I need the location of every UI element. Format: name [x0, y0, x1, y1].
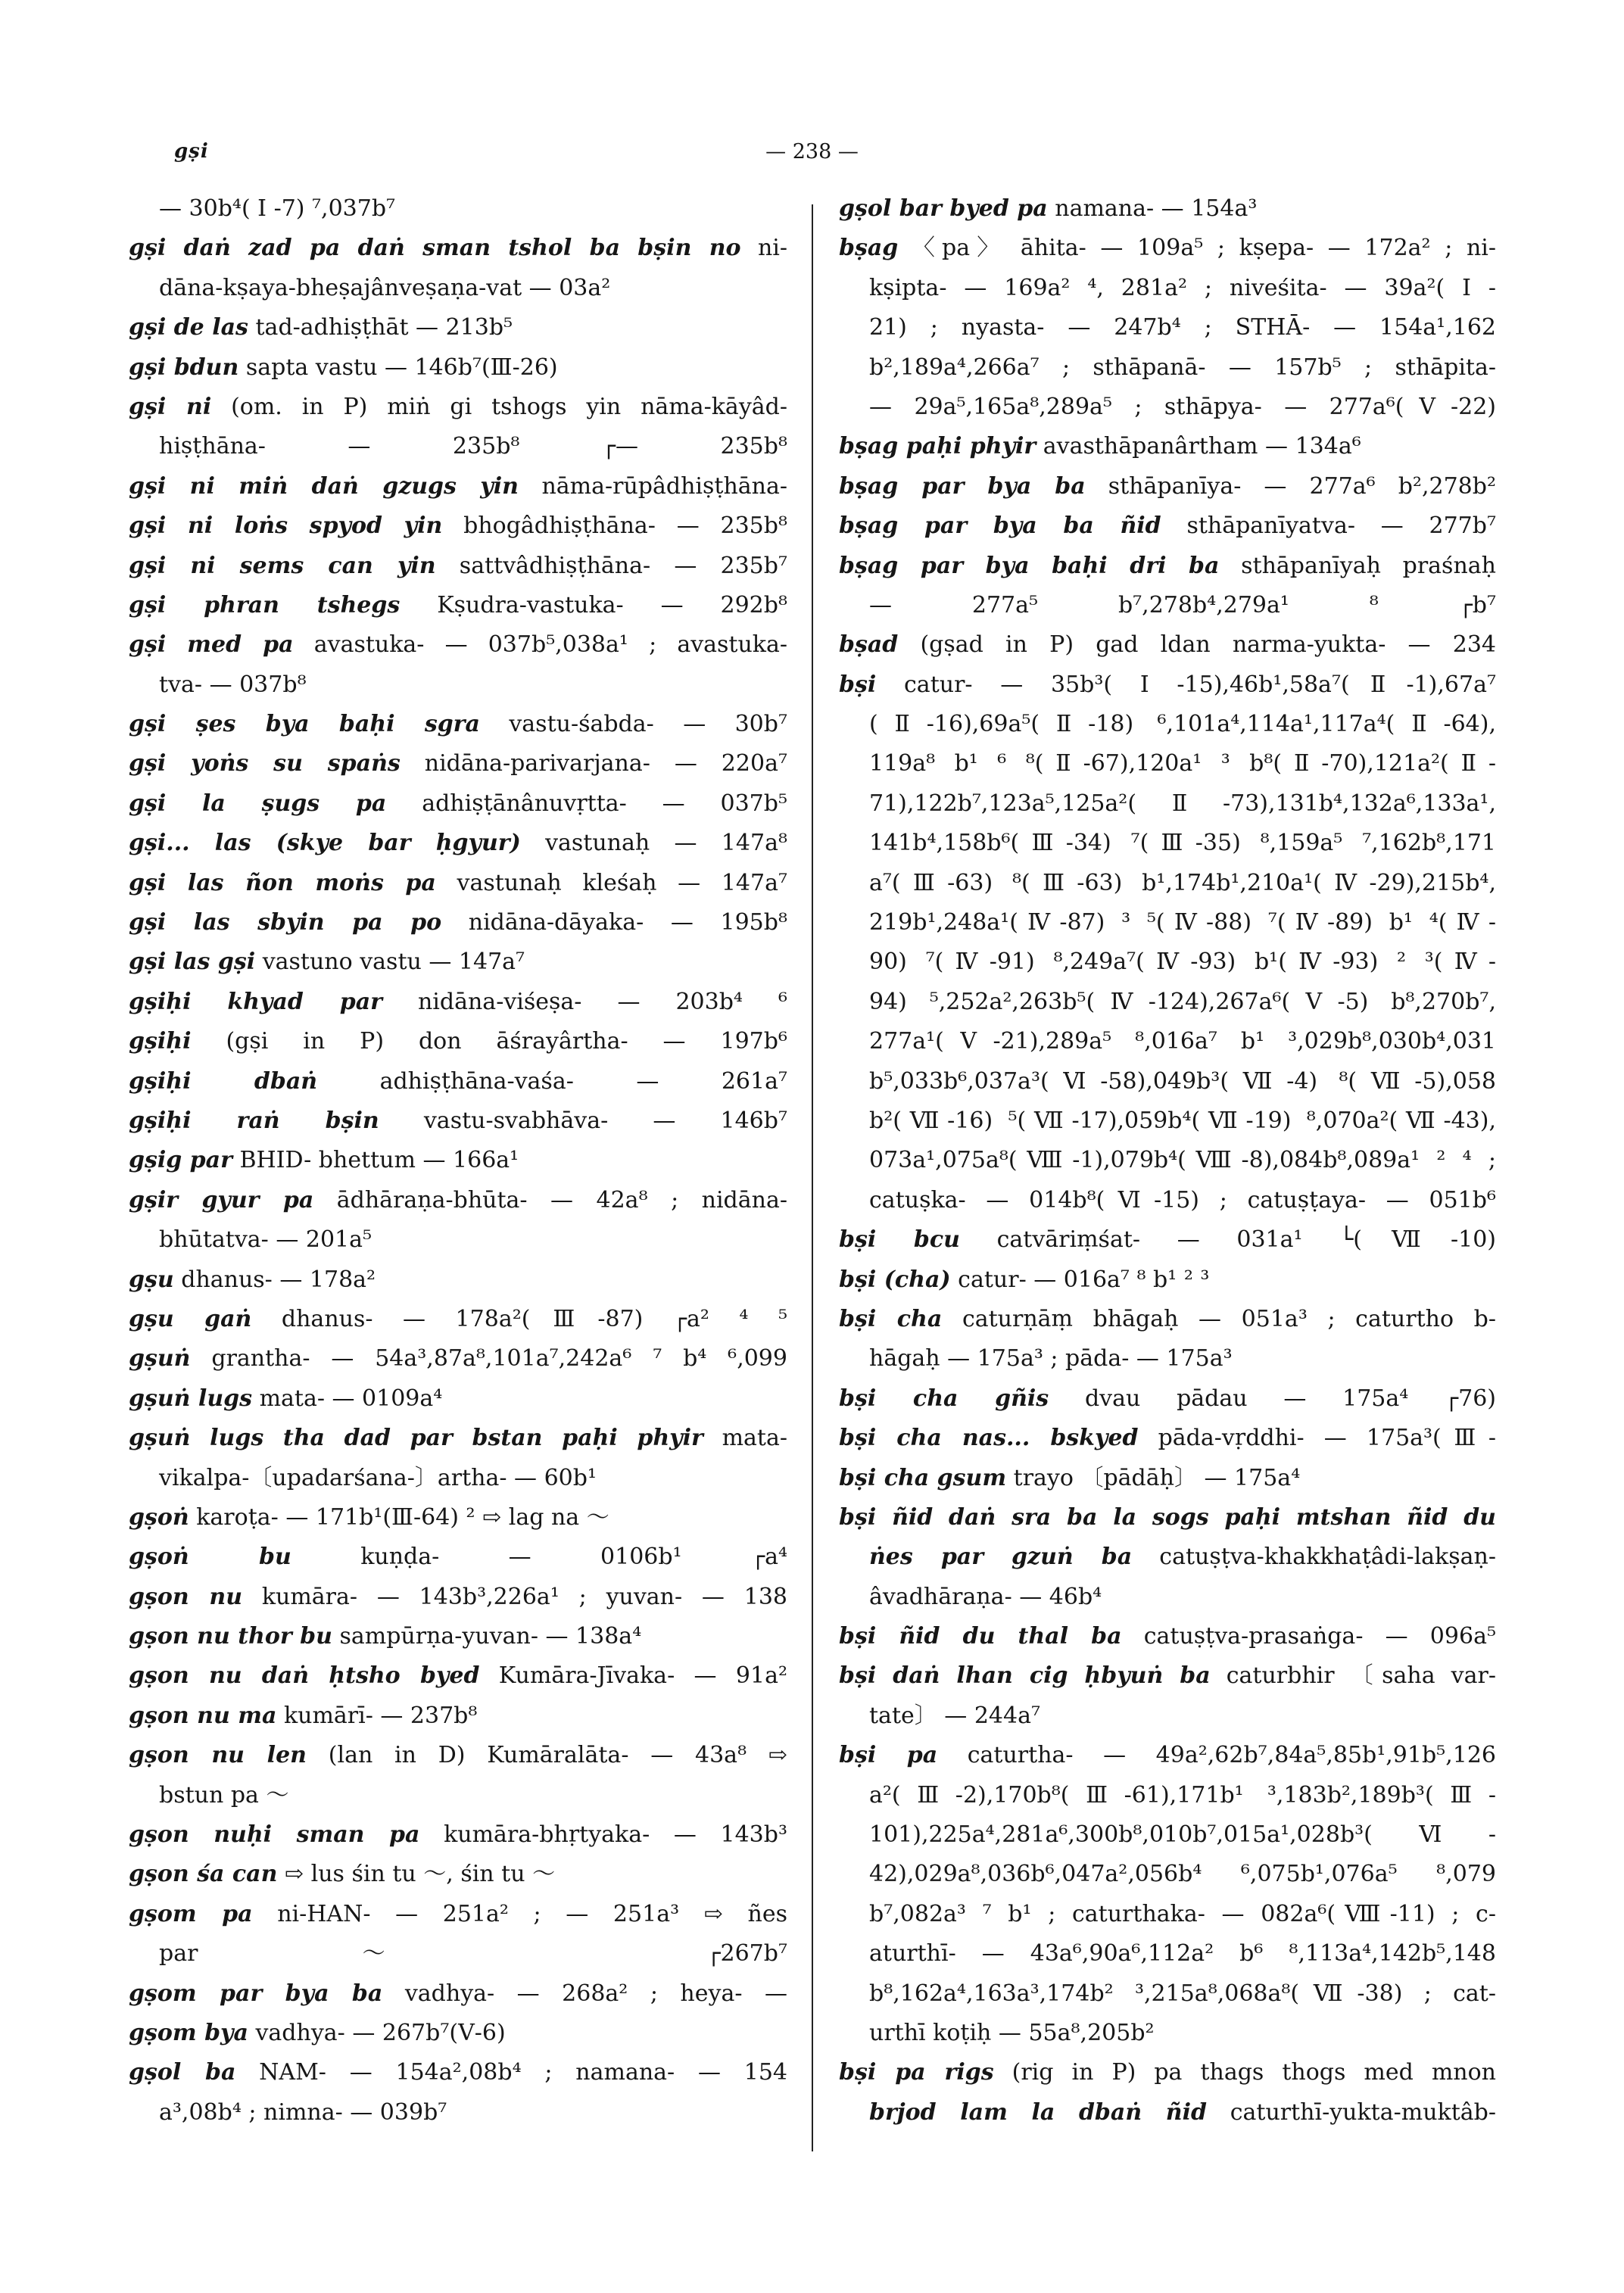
- column-divider: [812, 204, 813, 2151]
- definition-text: dhanus- — 178a²(Ⅲ-87) ┌a² ⁴ ⁵: [281, 1305, 787, 1332]
- dictionary-entry: [129, 1617, 787, 1656]
- dictionary-entry: [129, 1300, 787, 1339]
- headword: gṣi med pa: [129, 631, 294, 659]
- dictionary-entry: [839, 2093, 1496, 2133]
- dictionary-entry: [839, 1498, 1496, 1537]
- dictionary-entry: [129, 506, 787, 546]
- dictionary-entry: [839, 1379, 1496, 1419]
- entry-continuation: [129, 2093, 787, 2133]
- definition-text: par ～ ┌267b⁷: [159, 1940, 787, 1967]
- headword: bṣi ñid daṅ sra ba la sogs paḥi mtshan ñid du: [839, 1503, 1496, 1531]
- definition-text: trayo 〔pādāḥ〕 — 175a⁴: [1013, 1464, 1301, 1491]
- running-head: gṣi: [174, 140, 209, 163]
- dictionary-entry: [129, 1815, 787, 1855]
- page-header: [0, 140, 1624, 170]
- definition-text: bhogâdhiṣṭhāna- — 235b⁸: [463, 512, 787, 540]
- definition-text: 119a⁸ b¹ ⁶ ⁸(Ⅱ-67),120a¹ ³ b⁸(Ⅱ-70),121a²(Ⅱ-: [869, 750, 1496, 777]
- dictionary-entry: [129, 229, 787, 268]
- definition-text: avasthāpanârtham — 134a⁶: [1043, 433, 1361, 460]
- headword: gṣi la ṣugs pa: [129, 790, 387, 817]
- definition-text: avastuka- — 037b⁵,038a¹ ; avastuka-: [313, 631, 787, 659]
- headword: gṣu gaṅ: [129, 1305, 252, 1332]
- dictionary-entry: [129, 1379, 787, 1419]
- entry-continuation: [839, 824, 1496, 863]
- definition-text: caturtha- — 49a²,62b⁷,84a⁵,85b¹,91b⁵,126: [967, 1742, 1496, 1769]
- definition-text: nidāna-viśeṣa- — 203b⁴ ⁶: [417, 988, 787, 1015]
- dictionary-entry: [129, 388, 787, 427]
- definition-text: namana- — 154a³: [1055, 195, 1258, 222]
- definition-text: kṣipta- — 169a² ⁴, 281a² ; niveśita- — 39a²( I -: [869, 274, 1496, 301]
- entry-continuation: [839, 388, 1496, 427]
- dictionary-entry: [129, 1498, 787, 1537]
- dictionary-entry: [839, 1260, 1496, 1300]
- dictionary-entry: [129, 983, 787, 1022]
- dictionary-entry: [129, 1578, 787, 1617]
- definition-text: sthāpanīya- — 277a⁶ b²,278b²: [1108, 472, 1496, 500]
- entry-continuation: [839, 784, 1496, 824]
- definition-text: grantha- — 54a³,87a⁸,101a⁷,242a⁶ ⁷ b⁴ ⁶,099: [211, 1345, 787, 1372]
- definition-text: vastunaḥ — 147a⁸: [545, 830, 787, 857]
- definition-text: tate〕 — 244a⁷: [869, 1702, 1040, 1729]
- entry-continuation: [839, 1696, 1496, 1736]
- definition-text: pāda-vṛddhi- — 175a³(Ⅲ-: [1158, 1425, 1496, 1452]
- headword: gṣon śa can: [129, 1861, 278, 1888]
- entry-continuation: [839, 1815, 1496, 1855]
- entry-continuation: [839, 942, 1496, 982]
- headword: gṣu: [129, 1266, 174, 1293]
- dictionary-entry: [839, 1537, 1496, 1577]
- headword: bṣad: [839, 631, 899, 659]
- headword: bṣi cha gsum: [839, 1464, 1007, 1491]
- definition-text: a³,08b⁴ ; nimna- — 039b⁷: [159, 2098, 447, 2126]
- definition-text: sthāpanīyaḥ praśnaḥ: [1241, 552, 1496, 579]
- entry-continuation: [839, 744, 1496, 784]
- entry-continuation: [839, 308, 1496, 347]
- definition-text: (om. in P) miṅ gi tshogs yin nāma-kāyâd-: [231, 393, 787, 420]
- dictionary-entry: [839, 625, 1496, 665]
- headword: gṣiḥi khyad par: [129, 988, 382, 1015]
- dictionary-entry: [129, 1141, 787, 1180]
- definition-text: b²(Ⅶ-16) ⁵(Ⅶ-17),059b⁴(Ⅶ-19) ⁸,070a²(Ⅶ-43),: [869, 1107, 1496, 1134]
- definition-text: (gṣad in P) gad ldan narma-yukta- — 234: [920, 631, 1496, 659]
- definition-text: adhiṣṭhāna-vaśa- — 261a⁷: [379, 1067, 787, 1095]
- dictionary-entry: [129, 1656, 787, 1696]
- definition-text: catvāriṃśat- — 031a¹ └(Ⅶ-10): [996, 1226, 1496, 1254]
- definition-text: catuṣka- — 014b⁸(Ⅵ-15) ; catuṣṭaya- — 051b⁶: [869, 1186, 1496, 1213]
- definition-text: mata-: [722, 1425, 787, 1452]
- dictionary-entry: [129, 864, 787, 903]
- entry-continuation: [839, 983, 1496, 1022]
- headword: gṣon nu len: [129, 1742, 307, 1769]
- headword: gṣiḥi: [129, 1028, 192, 1055]
- definition-text: a⁷(Ⅲ-63) ⁸(Ⅲ-63) b¹,174b¹,210a¹(Ⅳ-29),215b⁴,: [869, 869, 1496, 896]
- dictionary-entry: [839, 1419, 1496, 1458]
- entry-continuation: [839, 903, 1496, 942]
- definition-text: adhiṣṭānânuvṛtta- — 037b⁵: [422, 790, 787, 817]
- headword: gṣi ni: [129, 393, 212, 420]
- definition-text: mata- — 0109a⁴: [259, 1385, 443, 1412]
- dictionary-entry: [129, 1537, 787, 1577]
- headword: gṣom par bya ba: [129, 1980, 383, 2007]
- dictionary-entry: [129, 467, 787, 506]
- entry-continuation: [129, 189, 787, 229]
- definition-text: caturthī-yukta-muktâb-: [1230, 2098, 1496, 2126]
- dictionary-entry: [839, 1300, 1496, 1339]
- entry-continuation: [129, 1934, 787, 1974]
- headword: bṣi bcu: [839, 1226, 960, 1254]
- entry-continuation: [839, 1181, 1496, 1220]
- page-number: — 238 —: [765, 140, 859, 164]
- headword: brjod lam la dbaṅ ñid: [869, 2098, 1207, 2126]
- headword: bṣi cha gñis: [839, 1385, 1049, 1412]
- definition-text: vastu-svabhāva- — 146b⁷: [423, 1107, 787, 1134]
- dictionary-entry: [129, 1855, 787, 1894]
- headword: bṣag par bya ba: [839, 472, 1086, 500]
- dictionary-entry: [129, 1022, 787, 1061]
- definition-text: tva- — 037b⁸: [159, 671, 307, 698]
- headword: gṣoṅ: [129, 1503, 189, 1531]
- entry-continuation: [129, 269, 787, 308]
- dictionary-entry: [129, 942, 787, 982]
- definition-text: catuṣṭva-prasaṅga- — 096a⁵: [1143, 1623, 1496, 1650]
- headword: bṣi daṅ lhan cig ḥbyuṅ ba: [839, 1662, 1211, 1690]
- dictionary-entry: [839, 427, 1496, 466]
- dictionary-entry: [129, 824, 787, 863]
- headword: bṣag par bya baḥi dri ba: [839, 552, 1220, 579]
- definition-text: NAM- — 154a²,08b⁴ ; namana- — 154: [259, 2059, 787, 2086]
- right-column: [839, 189, 1496, 2133]
- entry-continuation: [839, 269, 1496, 308]
- definition-text: kumāra-bhṛtyaka- — 143b³: [444, 1821, 787, 1849]
- definition-text: karoṭa- — 171b¹(Ⅲ-64) ² ⇨ lag na ～: [196, 1503, 609, 1531]
- entry-continuation: [839, 705, 1496, 744]
- definition-text: caturbhir 〔saha var-: [1226, 1662, 1496, 1690]
- definition-text: catuṣṭva-khakkhaṭâdi-lakṣaṇ-: [1159, 1544, 1496, 1571]
- headword: gṣon nu: [129, 1583, 243, 1610]
- dictionary-entry: [129, 744, 787, 784]
- definition-text: 〈pa〉 āhita- — 109a⁵ ; kṣepa- — 172a² ; ni-: [912, 235, 1496, 262]
- entry-continuation: [839, 1895, 1496, 1934]
- entry-continuation: [839, 1934, 1496, 1974]
- entry-continuation: [129, 427, 787, 466]
- entry-continuation: [839, 1974, 1496, 2014]
- entry-continuation: [839, 1855, 1496, 1894]
- definition-text: b²,189a⁴,266a⁷ ; sthāpanā- — 157b⁵ ; sthāpita-: [869, 354, 1496, 381]
- definition-text: 71),122b⁷,123a⁵,125a²(Ⅱ-73),131b⁴,132a⁶,133a¹,: [869, 790, 1496, 817]
- dictionary-entry: [839, 1459, 1496, 1498]
- headword: gṣoṅ bu: [129, 1544, 291, 1571]
- headword: gṣuṅ lugs tha dad par bstan paḥi phyir: [129, 1425, 703, 1452]
- definition-text: ni-: [757, 235, 787, 262]
- definition-text: kumārī- — 237b⁸: [283, 1702, 478, 1729]
- dictionary-entry: [839, 1220, 1496, 1260]
- headword: gṣi... las (skye bar ḥgyur): [129, 830, 521, 857]
- definition-text: vastuno vastu — 147a⁷: [262, 949, 525, 976]
- dictionary-entry: [129, 348, 787, 388]
- definition-text: 94) ⁵,252a²,263b⁵(Ⅳ-124),267a⁶(Ⅴ-5) b⁸,270b⁷,: [869, 988, 1496, 1015]
- definition-text: BHID- bhettum — 166a¹: [239, 1147, 519, 1174]
- headword: gṣi bdun: [129, 354, 239, 381]
- entry-continuation: [839, 1062, 1496, 1101]
- headword: gṣi ni loṅs spyod yin: [129, 512, 443, 540]
- entry-continuation: [129, 665, 787, 705]
- definition-text: sthāpanīyatva- — 277b⁷: [1186, 512, 1496, 540]
- definition-text: b⁷,082a³ ⁷ b¹ ; caturthaka- — 082a⁶(Ⅷ-11) ; c-: [869, 1900, 1496, 1927]
- headword: gṣol bar byed pa: [839, 195, 1048, 222]
- definition-text: 141b⁴,158b⁶(Ⅲ-34) ⁷(Ⅲ-35) ⁸,159a⁵ ⁷,162b⁸,171: [869, 830, 1496, 857]
- definition-text: bstun pa ～: [159, 1781, 289, 1809]
- definition-text: b⁵,033b⁶,037a³(Ⅵ-58),049b³(Ⅶ-4) ⁸(Ⅶ-5),058: [869, 1067, 1496, 1095]
- definition-text: dāna-kṣaya-bheṣajânveṣaṇa-vat — 03a²: [159, 274, 611, 301]
- definition-text: dvau pādau — 175a⁴ ┌76): [1084, 1385, 1496, 1412]
- headword: gṣiḥi raṅ bṣin: [129, 1107, 379, 1134]
- definition-text: vastunaḥ kleśaḥ — 147a⁷: [457, 869, 787, 896]
- dictionary-entry: [839, 1656, 1496, 1696]
- entry-continuation: [839, 1339, 1496, 1379]
- headword: bṣag: [839, 235, 899, 262]
- definition-text: vikalpa-〔upadarśana-〕artha- — 60b¹: [159, 1464, 597, 1491]
- dictionary-entry: [839, 665, 1496, 705]
- headword: gṣon nu daṅ ḥtsho byed: [129, 1662, 480, 1690]
- headword: gṣi ṣes bya baḥi sgra: [129, 711, 480, 738]
- definition-text: tad-adhiṣṭhāt — 213b⁵: [255, 314, 513, 341]
- left-column: [129, 189, 787, 2133]
- headword: gṣir gyur pa: [129, 1186, 314, 1213]
- definition-text: kumāra- — 143b³,226a¹ ; yuvan- — 138: [261, 1583, 787, 1610]
- headword: bṣag par bya ba ñid: [839, 512, 1161, 540]
- definition-text: bhūtatva- — 201a⁵: [159, 1226, 372, 1254]
- definition-text: Kṣudra-vastuka- — 292b⁸: [437, 591, 787, 618]
- entry-continuation: [839, 1141, 1496, 1180]
- definition-text: nāma-rūpâdhiṣṭhāna-: [541, 472, 787, 500]
- entry-continuation: [839, 1776, 1496, 1815]
- definition-text: ādhāraṇa-bhūta- — 42a⁸ ; nidāna-: [336, 1186, 787, 1213]
- headword: bṣag paḥi phyir: [839, 433, 1036, 460]
- dictionary-entry: [129, 308, 787, 347]
- headword: gṣi de las: [129, 314, 248, 341]
- definition-text: sampūrṇa-yuvan- — 138a⁴: [339, 1623, 642, 1650]
- definition-text: (gṣi in P) don āśrayârtha- — 197b⁶: [226, 1028, 787, 1055]
- headword: gṣom pa: [129, 1900, 253, 1927]
- definition-text: hāgaḥ — 175a³ ; pāda- — 175a³: [869, 1345, 1233, 1372]
- entry-continuation: [839, 1101, 1496, 1141]
- dictionary-entry: [129, 1974, 787, 2014]
- headword: bṣi cha: [839, 1305, 943, 1332]
- dictionary-entry: [839, 1736, 1496, 1775]
- dictionary-entry: [839, 547, 1496, 586]
- definition-text: vadhya- — 268a² ; heya- —: [404, 1980, 787, 2007]
- dictionary-entry: [129, 625, 787, 665]
- definition-text: vadhya- — 267b⁷(Ⅴ-6): [255, 2019, 506, 2046]
- headword: gṣi ni miṅ daṅ gzugs yin: [129, 472, 519, 500]
- definition-text: catur- — 016a⁷ ⁸ b¹ ² ³: [958, 1266, 1210, 1293]
- definition-text: nidāna-dāyaka- — 195b⁸: [468, 909, 787, 936]
- dictionary-entry: [129, 903, 787, 942]
- entry-continuation: [839, 1022, 1496, 1061]
- dictionary-entry: [839, 229, 1496, 268]
- headword: bṣi (cha): [839, 1266, 951, 1293]
- headword: gṣom bya: [129, 2019, 248, 2046]
- definition-text: (lan in D) Kumāralāta- — 43a⁸ ⇨: [328, 1742, 787, 1769]
- headword: gṣi yoṅs su spaṅs: [129, 750, 401, 777]
- dictionary-entry: [129, 1696, 787, 1736]
- definition-text: ni-HAN- — 251a² ; — 251a³ ⇨ ñes: [277, 1900, 787, 1927]
- definition-text: dhanus- — 178a²: [181, 1266, 376, 1293]
- definition-text: 90) ⁷(Ⅳ-91) ⁸,249a⁷(Ⅳ-93) b¹(Ⅳ-93) ² ³(Ⅳ-: [869, 949, 1496, 976]
- dictionary-entry: [129, 1895, 787, 1934]
- dictionary-entry: [129, 1419, 787, 1458]
- definition-text: sapta vastu — 146b⁷(Ⅲ-26): [245, 354, 558, 381]
- definition-text: âvadhāraṇa- — 46b⁴: [869, 1583, 1102, 1610]
- headword: gṣon nuḥi sman pa: [129, 1821, 420, 1849]
- dictionary-entry: [839, 467, 1496, 506]
- entry-continuation: [129, 1459, 787, 1498]
- headword: gṣi phran tshegs: [129, 591, 401, 618]
- dictionary-entry: [839, 1617, 1496, 1656]
- definition-text: — 29a⁵,165a⁸,289a⁵ ; sthāpya- — 277a⁶(Ⅴ-22): [869, 393, 1496, 420]
- headword: gṣon nu ma: [129, 1702, 277, 1729]
- definition-text: (rig in P) pa thags thogs med mnon: [1011, 2059, 1496, 2086]
- dictionary-entry: [129, 586, 787, 625]
- definition-text: 42),029a⁸,036b⁶,047a²,056b⁴ ⁶,075b¹,076a⁵ ⁸,079: [869, 1861, 1496, 1888]
- entry-continuation: [839, 1578, 1496, 1617]
- entry-continuation: [129, 1776, 787, 1815]
- dictionary-entry: [839, 2053, 1496, 2092]
- definition-text: 101),225a⁴,281a⁶,300b⁸,010b⁷,015a¹,028b³(Ⅵ-: [869, 1821, 1496, 1849]
- definition-text: urthī koṭiḥ — 55a⁸,205b²: [869, 2019, 1155, 2046]
- headword: ṅes par gzuṅ ba: [869, 1544, 1133, 1571]
- entry-continuation: [839, 864, 1496, 903]
- headword: gṣiḥi dbaṅ: [129, 1067, 318, 1095]
- headword: gṣi daṅ zad pa daṅ sman tshol ba bṣin no: [129, 235, 741, 262]
- definition-text: — 30b⁴( I -7) ⁷,037b⁷: [159, 195, 396, 222]
- entry-continuation: [129, 1220, 787, 1260]
- dictionary-entry: [839, 506, 1496, 546]
- definition-text: caturṇāṃ bhāgaḥ — 051a³ ; caturtho b-: [962, 1305, 1496, 1332]
- definition-text: 277a¹(Ⅴ-21),289a⁵ ⁸,016a⁷ b¹ ³,029b⁸,030b⁴,031: [869, 1028, 1496, 1055]
- dictionary-entry: [129, 547, 787, 586]
- headword: gṣuṅ lugs: [129, 1385, 253, 1412]
- dictionary-entry: [129, 1260, 787, 1300]
- definition-text: hiṣṭhāna- — 235b⁸ ┌— 235b⁸: [159, 433, 787, 460]
- dictionary-entry: [839, 189, 1496, 229]
- dictionary-entry: [129, 1062, 787, 1101]
- definition-text: aturthī- — 43a⁶,90a⁶,112a² b⁶ ⁸,113a⁴,142b⁵,148: [869, 1940, 1496, 1967]
- definition-text: (Ⅱ-16),69a⁵(Ⅱ-18) ⁶,101a⁴,114a¹,117a⁴(Ⅱ-64),: [869, 711, 1496, 738]
- definition-text: b⁸,162a⁴,163a³,174b² ³,215a⁸,068a⁸(Ⅶ-38) ; cat-: [869, 1980, 1496, 2007]
- definition-text: kuṇḍa- — 0106b¹ ┌a⁴: [360, 1544, 787, 1571]
- definition-text: 21) ; nyasta- — 247b⁴ ; STHĀ- — 154a¹,162: [869, 314, 1496, 341]
- headword: bṣi pa: [839, 1742, 938, 1769]
- definition-text: a²(Ⅲ-2),170b⁸(Ⅲ-61),171b¹ ³,183b²,189b³(Ⅲ-: [869, 1781, 1496, 1809]
- definition-text: catur- — 35b³( I -15),46b¹,58a⁷(Ⅱ-1),67a⁷: [904, 671, 1496, 698]
- headword: gṣon nu thor bu: [129, 1623, 332, 1650]
- definition-text: 219b¹,248a¹(Ⅳ-87) ³ ⁵(Ⅳ-88) ⁷(Ⅳ-89) b¹ ⁴(Ⅳ-: [869, 909, 1496, 936]
- definition-text: vastu-śabda- — 30b⁷: [509, 711, 787, 738]
- definition-text: ⇨ lus śin tu ～, śin tu ～: [284, 1861, 556, 1888]
- headword: bṣi: [839, 671, 877, 698]
- dictionary-entry: [129, 705, 787, 744]
- headword: gṣi las sbyin pa po: [129, 909, 442, 936]
- headword: gṣi las gṣi: [129, 949, 256, 976]
- definition-text: 073a¹,075a⁸(Ⅷ-1),079b⁴(Ⅷ-8),084b⁸,089a¹ ² ⁴ ;: [869, 1147, 1496, 1174]
- definition-text: sattvâdhiṣṭhāna- — 235b⁷: [459, 552, 787, 579]
- headword: bṣi pa rigs: [839, 2059, 994, 2086]
- headword: bṣi cha nas... bskyed: [839, 1425, 1139, 1452]
- dictionary-entry: [129, 1181, 787, 1220]
- definition-text: — 277a⁵ b⁷,278b⁴,279a¹ ⁸ ┌b⁷: [869, 591, 1496, 618]
- dictionary-entry: [129, 2014, 787, 2053]
- headword: gṣi las ñon moṅs pa: [129, 869, 436, 896]
- dictionary-entry: [129, 784, 787, 824]
- headword: gṣol ba: [129, 2059, 236, 2086]
- headword: gṣuṅ: [129, 1345, 191, 1372]
- definition-text: Kumāra-Jīvaka- — 91a²: [498, 1662, 787, 1690]
- definition-text: nidāna-parivarjana- — 220a⁷: [424, 750, 787, 777]
- entry-continuation: [839, 586, 1496, 625]
- headword: gṣig par: [129, 1147, 232, 1174]
- entry-continuation: [839, 2014, 1496, 2053]
- dictionary-entry: [129, 1736, 787, 1775]
- headword: gṣi ni sems can yin: [129, 552, 436, 579]
- entry-continuation: [839, 348, 1496, 388]
- headword: bṣi ñid du thal ba: [839, 1623, 1122, 1650]
- dictionary-entry: [129, 2053, 787, 2092]
- dictionary-entry: [129, 1101, 787, 1141]
- dictionary-entry: [129, 1339, 787, 1379]
